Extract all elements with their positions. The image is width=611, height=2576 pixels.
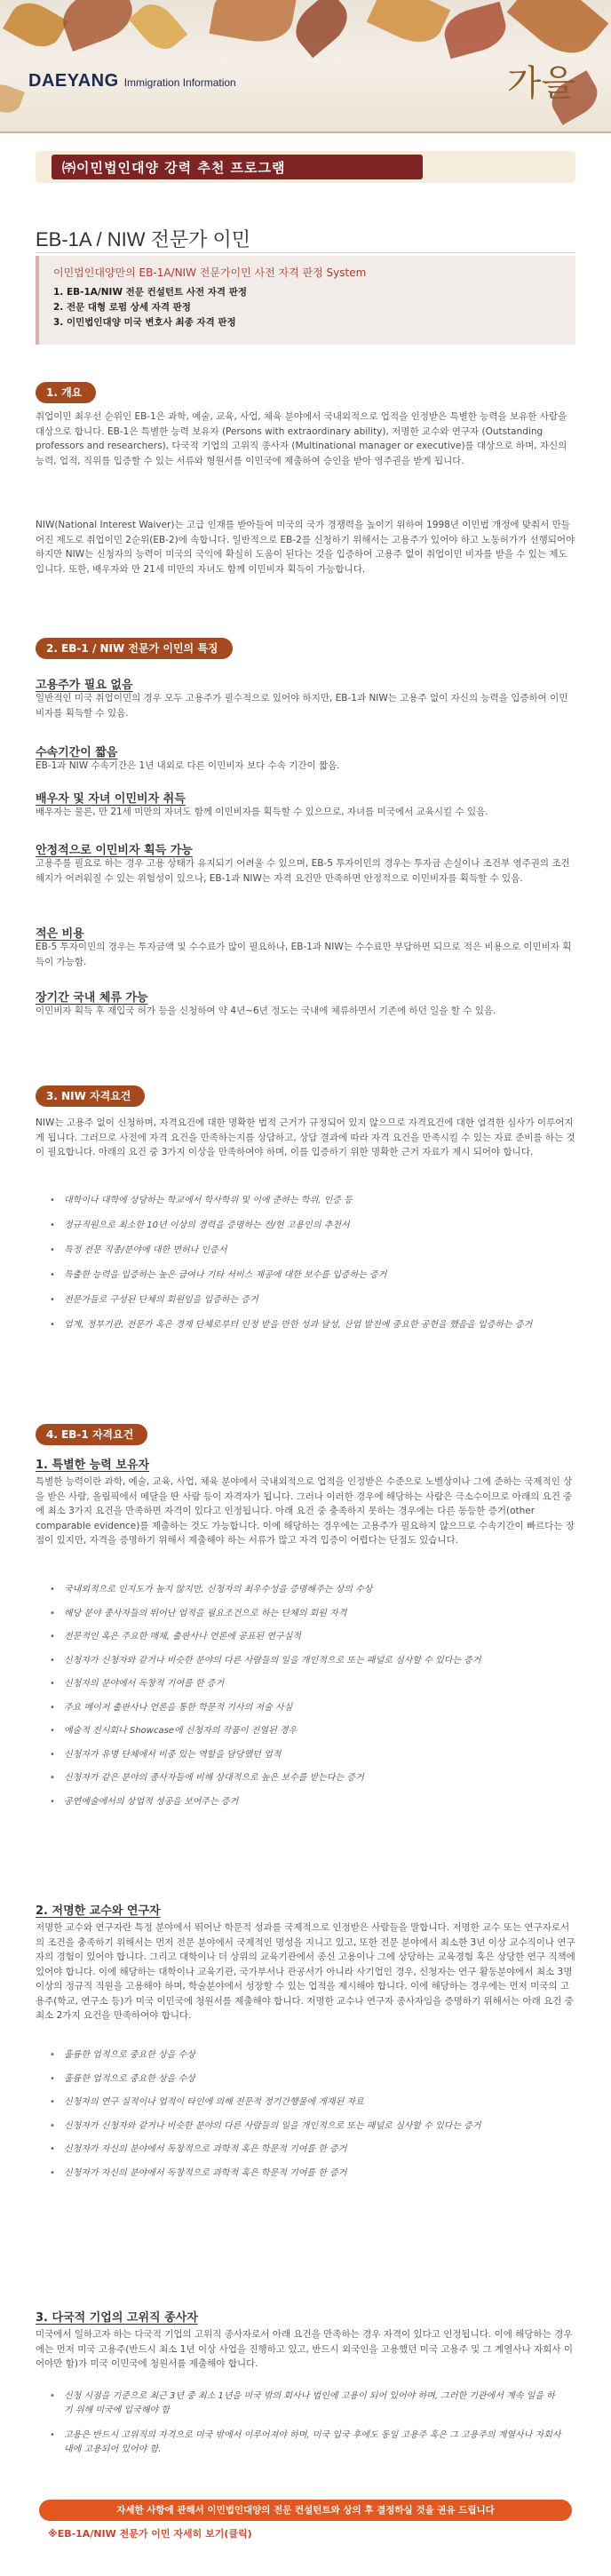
autumn-leaf-decoration — [0, 80, 25, 117]
feature-text: 고용주를 필요로 하는 경우 고용 상태가 유지되기 어려울 수 있으며, EB-5 투자이민의 경우는 투자금 손실이나 조건부 영주권의 조건 해지가 어려워질 수 있는 위험성이 있으나, EB-1과 NIW는 자격 요건만 만족하면 안정적으로 이민비자를 획득할 수 있음. — [36, 858, 570, 884]
section-title: 1. 개요 — [36, 382, 96, 403]
feature-heading: 고용주가 필요 없음 — [36, 679, 133, 692]
brand-name: DAEYANG — [28, 71, 119, 91]
section-divider — [36, 393, 575, 394]
list-item: • 업계, 정부기관, 전문가 혹은 경제 단체로부터 인정 받을 만한 성과 달성, 산업 발전에 중요한 공헌을 했음을 입증하는 증거 — [55, 1318, 561, 1332]
program-banner-label — [52, 155, 423, 179]
list-item: • 신청자가 자신의 분야에서 독창적으로 과학적 혹은 학문적 기여를 한 증거 — [55, 2143, 561, 2157]
section-header-niw — [36, 1085, 575, 1107]
section-header-eb1 — [36, 1424, 575, 1445]
list-item: • 신청자가 신청자와 같거나 비슷한 분야의 다른 사람들의 일을 개인적으로 또는 패널로 심사할 수 있다는 증거 — [55, 2119, 561, 2134]
feature-text: EB-5 투자이민의 경우는 투자금액 및 수수료가 많이 필요하나, EB-1과 NIW는 수수료만 부담하면 되므로 적은 비용으로 이민비자 획득이 가능함. — [36, 942, 572, 967]
niw-paragraph: NIW(National Interest Waiver)는 고급 인재를 받아들여 미국의 국가 경쟁력을 높이기 위하여 1998년 이민법 개정에 맞춰서 만들어진 제도로 취업이민 2순위(EB-2)에 속합니다. 일반적으로 EB-2를 신청하기 위해서는 고용주가 있어야 하고 노동허가가 선행되어야 하지만 NIW는 신청자의 능력이 미국의 국익에 확실히 도움이 된다는 것을 입증하여 고용주 없이 취업이민 비자를 받을 수 있는 제도입니다. 또한, 배우자와 만 21세 미만의 자녀도 함께 이민비자 획득이 가능합니다. — [36, 520, 575, 575]
list-item: • 신청 시점을 기준으로 최근 3년 중 최소 1년을 미국 밖의 회사나 법인에 고용이 되어 있어야 하며, 그러한 기관에서 계속 일을 하기 위해 미국에 입국해야 함 — [55, 2389, 561, 2418]
list-item: • 훌륭한 업적으로 중요한 상을 수상 — [55, 2048, 561, 2063]
list-item: • 고용은 반드시 고위직의 자격으로 미국 밖에서 이루어져야 하며, 미국 입국 후에도 동일 고용주 혹은 그 고용주의 계열사나 자회사 내에 고용되어 있어야 함. — [55, 2429, 561, 2457]
section-title: 2. EB-1 / NIW 전문가 이민의 특징 — [36, 638, 233, 659]
subsection-heading: 2. 저명한 교수와 연구자 — [36, 1904, 161, 1918]
list-item: • 공연예술에서의 상업적 성공을 보여주는 증거 — [55, 1795, 561, 1809]
program-banner-text: ㈜이민법인대양 강력 추천 프로그램 — [62, 159, 286, 176]
overview-paragraph: 취업이민 최우선 순위인 EB-1은 과학, 예술, 교육, 사업, 체육 분야에서 국내외적으로 업적을 인정받은 특별한 능력을 보유한 사람을 대상으로 합니다. EB-1은 특별한 능력 보유자 (Persons with extraordinary ability), 저명한 교수와 연구자 (Outstanding professors and researchers), 다국적 기업의 고위직 종사자 (Multinational manager or executive)를 대상으로 하며, 자신의 능력, 업적, 직위를 입증할 수 있는 서류와 형원서를 이민국에 제출하여 승인을 받아 영주권을 받게 됩니다. — [36, 411, 567, 466]
subsection-text: 저명한 교수와 연구자란 특정 분야에서 뛰어난 학문적 성과를 국제적으로 인정받은 사람들을 말합니다. 저명한 교수 또는 연구자로서의 조건을 충족하기 위해서는 먼저 전문 분야에서 국제적인 명성을 지니고 있고, 또한 전문 분야에서 최소한 3년 이상 교수직이나 연구자의 경험이 있어야 합니다. 그리고 대학이나 더 상위의 교육기관에서 종신 고용이나 그에 상당하는 교육경험 혹은 상당한 연구 직책에 있어야 합니다. 이에 해당하는 대학이나 교육기관, 국가부서나 관공서가 아니라 사기업인 경우, 신청자는 연구 활동분야에서 최소 3명 이상의 정규직 직원을 고용해야 하며, 학술분야에서 성장할 수 있는 업적을 제시해야 합니다. 이에 해당하는 경우에는 먼저 미국의 고용주(학교, 연구소 등)가 미국 이민국에 청원서를 제출해야 합니다. 저명한 교수나 연구자 종사자임을 증명하기 위해서는 아래 요건 중 최소 2가지 요건을 만족하여야 합니다. — [36, 1922, 575, 2021]
feature-heading: 장기간 국내 체류 가능 — [36, 991, 148, 1005]
details-link[interactable]: ※EB-1A/NIW 전문가 이민 자세히 보기(클릭) — [48, 2528, 252, 2540]
list-item: • 예술적 전시회나 Showcase에 신청자의 작품이 진열된 경우 — [55, 1724, 561, 1738]
assessment-system-box — [36, 256, 575, 345]
list-item: • 주요 메이저 출판사나 언론을 통한 학문적 기사의 저술 사실 — [55, 1701, 561, 1715]
list-item: • 신청자가 신청자와 같거나 비슷한 분야의 다른 사람들의 일을 개인적으로 또는 패널로 심사할 수 있다는 증거 — [55, 1654, 561, 1668]
list-item: • 해당 분야 종사자들의 뛰어난 업적을 필요조건으로 하는 단체의 회원 자격 — [55, 1607, 561, 1621]
feature-heading: 적은 비용 — [36, 927, 84, 941]
feature-text: EB-1과 NIW 수속기간은 1년 내외로 다른 이민비자 보다 수속 기간이 짧음. — [36, 760, 340, 771]
autumn-leaf-decoration — [367, 0, 450, 52]
assessment-step: 1. EB-1A/NIW 전문 컨설턴트 사전 자격 판정 — [53, 287, 248, 298]
autumn-leaf-decoration — [3, 0, 68, 55]
feature-text: 일반적인 미국 취업이민의 경우 모두 고용주가 필수적으로 있어야 하지만, EB-1과 NIW는 고용주 없이 자신의 능력을 입증하여 이민비자를 획득할 수 있음. — [36, 693, 568, 719]
subsection-heading: 3. 다국적 기업의 고위직 종사자 — [36, 2311, 198, 2325]
niw-intro: NIW는 고용주 없이 신청하며, 자격요건에 대한 명확한 법적 근거가 규정되어 있지 않으므로 자격요건에 대한 엄격한 심사가 이루어지게 됩니다. 그러므로 사전에 자격 요건을 만족하는지를 상담하고, 상담 결과에 따라 자격 요건을 만족시킬 수 있는 자료 준비를 하는 것이 필요합니다. 아래의 요건 중 3가지 이상을 만족하여야 하며, 이를 입증하기 위한 명확한 근거 자료가 제시 되어야 합니다. — [36, 1117, 575, 1157]
brand-logo — [28, 71, 236, 91]
subsection-text: 미국에서 일하고자 하는 다국적 기업의 고위직 종사자로서 아래 요건을 만족하는 경우 자격이 있다고 인정됩니다. 이에 해당하는 경우에는 먼저 미국 고용주(반드시 최소 1년 이상 사업을 진행하고 있고, 반드시 외국인을 고용했던 미국 고용주 및 그 계열사나 자회사 이어야만 함)가 미국 이민국에 청원서를 제출해야 합니다. — [36, 2329, 573, 2369]
autumn-leaf-decoration — [129, 0, 188, 57]
feature-text: 배우자는 물론, 만 21세 미만의 자녀도 함께 이민비자를 획득할 수 있으므로, 자녀를 미국에서 교육시킬 수 있음. — [36, 807, 488, 817]
extraordinary-ability-list — [55, 1583, 561, 1818]
list-item: • 신청자가 자신의 분야에서 독창적으로 과학적 혹은 학문적 기여를 한 증거 — [55, 2167, 561, 2181]
list-item: • 특출한 능력을 입증하는 높은 급여나 기타 서비스 제공에 대한 보수를 입증하는 증거 — [55, 1268, 561, 1283]
season-title: 가을 — [506, 63, 575, 104]
niw-requirement-list — [55, 1194, 561, 1343]
page-title: EB-1A / NIW 전문가 이민 — [36, 228, 250, 250]
assessment-step: 2. 전문 대형 로펌 상세 자격 판정 — [53, 302, 191, 313]
subsection-heading: 1. 특별한 능력 보유자 — [36, 1459, 150, 1472]
assessment-step: 3. 이민법인대양 미국 변호사 최종 자격 판정 — [53, 317, 236, 328]
section-header-overview — [36, 382, 575, 403]
list-item: • 훌륭한 업적으로 중요한 상을 수상 — [55, 2072, 561, 2087]
feature-text: 이민비자 획득 후 재입국 허가 등을 신청하여 약 4년~6년 정도는 국내에 체류하면서 기존에 하던 일을 할 수 있음. — [36, 1006, 496, 1016]
autumn-leaf-decoration — [287, 0, 357, 58]
list-item: • 신청자가 같은 분야의 종사자들에 비해 상대적으로 높은 보수를 받는다는 증거 — [55, 1771, 561, 1785]
list-item: • 신청자가 유명 단체에서 비중 있는 역할을 담당했던 업적 — [55, 1748, 561, 1762]
program-banner — [36, 151, 575, 183]
brand-tagline: Immigration Information — [123, 76, 236, 89]
assessment-system-title: 이민법인대양만의 EB-1A/NIW 전문가이민 사전 자격 판정 System — [53, 266, 367, 279]
list-item: • 정규직원으로 최소한 10년 이상의 경력을 증명하는 전/현 고용인의 추천서 — [55, 1219, 561, 1233]
title-divider — [36, 252, 575, 253]
list-item: • 대학이나 대학에 상당하는 학교에서 학사학위 및 이에 준하는 학위, 인증 등 — [55, 1194, 561, 1208]
consultation-notice: 자세한 사항에 관해서 이민법인대양의 전문 컨설턴트와 상의 후 결정하실 것을 권유 드립니다 — [39, 2500, 572, 2521]
list-item: • 국내외적으로 인지도가 높지 않지만, 신청자의 최우수성을 증명해주는 상의 수상 — [55, 1583, 561, 1597]
feature-heading: 수속기간이 짧음 — [36, 746, 118, 759]
list-item: • 신청자의 연구 실적이나 업적이 타인에 의해 전문적 정기간행물에 게재된 자료 — [55, 2095, 561, 2110]
list-item: • 특정 전문 직종/분야에 대한 면허나 인증서 — [55, 1244, 561, 1258]
page-header — [0, 0, 611, 133]
section-title: 3. NIW 자격요건 — [36, 1085, 145, 1107]
list-item: • 전문적인 혹은 주요한 매체, 출판사나 언론에 공표된 연구실적 — [55, 1630, 561, 1644]
feature-heading: 배우자 및 자녀 이민비자 취득 — [36, 792, 186, 806]
executive-requirement-list — [55, 2389, 561, 2468]
feature-heading: 안정적으로 이민비자 획득 가능 — [36, 844, 193, 857]
list-item: • 전문가들로 구성된 단체의 회원임을 입증하는 증거 — [55, 1293, 561, 1308]
professor-requirement-list — [55, 2048, 561, 2190]
header-divider — [0, 131, 611, 133]
list-item: • 신청자의 분야에서 독창적 기여를 한 증거 — [55, 1677, 561, 1691]
subsection-text: 특별한 능력이란 과학, 예술, 교육, 사업, 체육 분야에서 국내외적으로 업적을 인정받은 수준으로 노벨상이나 그에 준하는 국제적인 상을 받은 사람, 올림픽에서 메달을 딴 사람 등이 자격자가 됩니다. 그러나 이러한 경우에 해당하는 사람은 극소수이므로 아래의 요건 중에 최소 3가지 요건을 만족하면 자격이 있다고 인정됩니다. 아래 요건 중 충족하지 못하는 경우에는 다른 동등한 증거(other comparable evidence)를 제출하는 것도 가능합니다. 이에 해당하는 경우에는 고용주가 필요하지 않으므로 수속기간이 빠르다는 장점이 있지만, 자격을 증명하기 위해서 제출해야 하는 서류가 많고 자격 입증이 어렵다는 단점도 있습니다. — [36, 1476, 575, 1546]
autumn-leaf-decoration — [209, 0, 297, 47]
section-title: 4. EB-1 자격요건 — [36, 1424, 147, 1445]
section-header-features — [36, 638, 575, 659]
autumn-leaf-decoration — [56, 0, 139, 52]
